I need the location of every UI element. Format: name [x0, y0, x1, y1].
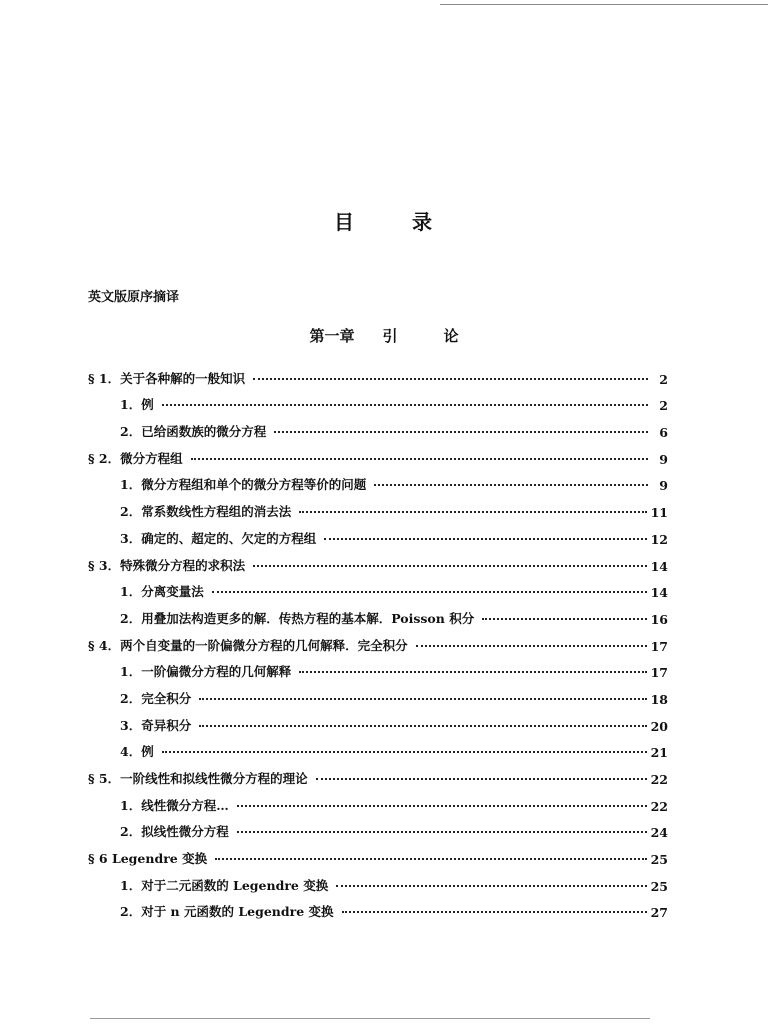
toc-entry-label: 1．微分方程组和单个的微分方程等价的问题 [120, 477, 367, 493]
toc-subsection-row [88, 600, 668, 627]
toc-subsection-row [88, 814, 668, 841]
toc-entry-label: § 2．微分方程组 [88, 450, 183, 466]
toc-page-number: 24 [650, 825, 668, 841]
toc-page-number: 18 [650, 691, 668, 707]
preface-entry: 英文版原序摘译 [88, 290, 180, 305]
toc-section-row [88, 360, 668, 387]
toc-entry-label: 1．一阶偏微分方程的几何解释 [120, 664, 292, 680]
toc-page-number: 17 [650, 638, 668, 654]
toc-leader-dots [162, 749, 647, 753]
toc-subsection-row [88, 467, 668, 494]
toc-page-number: 22 [650, 798, 668, 814]
toc-entry-label: 1．对于二元函数的 Legendre 变换 [120, 877, 329, 893]
page-title [0, 206, 768, 235]
toc-page-number: 21 [650, 745, 668, 761]
toc-page-number: 16 [650, 611, 668, 627]
toc-section-row [88, 547, 668, 574]
toc-subsection-row [88, 734, 668, 761]
toc-leader-dots [212, 589, 647, 593]
toc-subsection-row [88, 520, 668, 547]
toc-entry-label: 1．线性微分方程… [120, 797, 229, 813]
toc-entry-label: § 3．特殊微分方程的求积法 [88, 557, 246, 573]
toc-page-number: 27 [650, 905, 668, 921]
toc-leader-dots [299, 509, 646, 513]
toc-subsection-row [88, 387, 668, 414]
toc-leader-dots [191, 456, 648, 460]
toc-entry-label: 4．例 [120, 744, 154, 760]
toc-leader-dots [253, 376, 648, 380]
toc-page-number: 2 [659, 398, 668, 414]
toc-entry-label: 3．奇异积分 [120, 717, 192, 733]
toc-subsection-row [88, 867, 668, 894]
toc-entry-label: 2．拟线性微分方程 [120, 824, 229, 840]
toc-page-number: 9 [659, 478, 668, 494]
toc-subsection-row [88, 413, 668, 440]
toc-entry-label: 3．确定的、超定的、欠定的方程组 [120, 530, 317, 546]
toc-leader-dots [324, 536, 646, 540]
toc-leader-dots [199, 723, 646, 727]
title-part-1: 目 [334, 210, 356, 234]
toc-page-number: 11 [650, 505, 668, 521]
toc-page-number: 22 [650, 772, 668, 787]
toc-page-number: 9 [659, 451, 668, 467]
chapter-number: 第一章 [309, 327, 355, 345]
toc-page-number: 20 [650, 718, 668, 734]
toc-entry-label: § 1．关于各种解的一般知识 [88, 370, 246, 386]
toc-page-number: 25 [650, 852, 668, 868]
toc-leader-dots [199, 696, 646, 700]
toc-entry-label: 2．完全积分 [120, 690, 192, 706]
toc-leader-dots [374, 482, 648, 486]
toc-page-number: 6 [659, 425, 668, 441]
toc-page-number: 2 [659, 371, 668, 387]
toc-leader-dots [316, 776, 647, 780]
toc-leader-dots [162, 402, 648, 406]
toc-page-number: 14 [650, 558, 668, 574]
toc-leader-dots [342, 909, 647, 913]
toc-subsection-row [88, 787, 668, 814]
toc-page-number: 25 [650, 878, 668, 894]
toc-leader-dots [215, 856, 647, 860]
toc-subsection-row [88, 707, 668, 734]
toc-subsection-row [88, 680, 668, 707]
chapter-heading [0, 325, 768, 346]
toc-section-row [88, 840, 668, 867]
toc-entry-label: 2．已给函数族的微分方程 [120, 424, 267, 440]
toc-section-row [88, 760, 668, 787]
toc-page-number: 12 [650, 531, 668, 547]
chapter-title-part-2: 论 [443, 327, 459, 345]
toc-leader-dots [237, 829, 647, 833]
scan-edge-line [90, 1018, 650, 1019]
toc-leader-dots [253, 563, 647, 567]
toc-list [88, 360, 668, 920]
toc-entry-label: 1．分离变量法 [120, 584, 204, 600]
title-part-2: 录 [412, 210, 434, 234]
toc-entry-label: § 5．一阶线性和拟线性微分方程的理论 [88, 771, 308, 786]
toc-leader-dots [237, 803, 647, 807]
toc-subsection-row [88, 894, 668, 921]
toc-entry-label: 2．对于 n 元函数的 Legendre 变换 [120, 904, 334, 920]
toc-leader-dots [482, 616, 646, 620]
scan-edge-line [440, 4, 768, 5]
chapter-title-part-1: 引 [382, 327, 398, 345]
toc-subsection-row [88, 654, 668, 681]
toc-subsection-row [88, 493, 668, 520]
toc-subsection-row [88, 574, 668, 601]
toc-section-row [88, 627, 668, 654]
toc-entry-label: 2．常系数线性方程组的消去法 [120, 504, 292, 520]
toc-entry-label: 1．例 [120, 397, 154, 413]
toc-entry-label: § 6 Legendre 变换 [88, 851, 208, 867]
toc-leader-dots [299, 669, 646, 673]
toc-leader-dots [336, 883, 646, 887]
toc-entry-label: § 4．两个自变量的一阶偏微分方程的几何解释．完全积分 [88, 637, 408, 653]
toc-page-number: 14 [650, 585, 668, 601]
toc-page-number: 17 [650, 665, 668, 681]
toc-entry-label: 2．用叠加法构造更多的解．传热方程的基本解．Poisson 积分 [120, 610, 475, 626]
toc-leader-dots [274, 429, 648, 433]
toc-leader-dots [416, 643, 647, 647]
toc-section-row [88, 440, 668, 467]
